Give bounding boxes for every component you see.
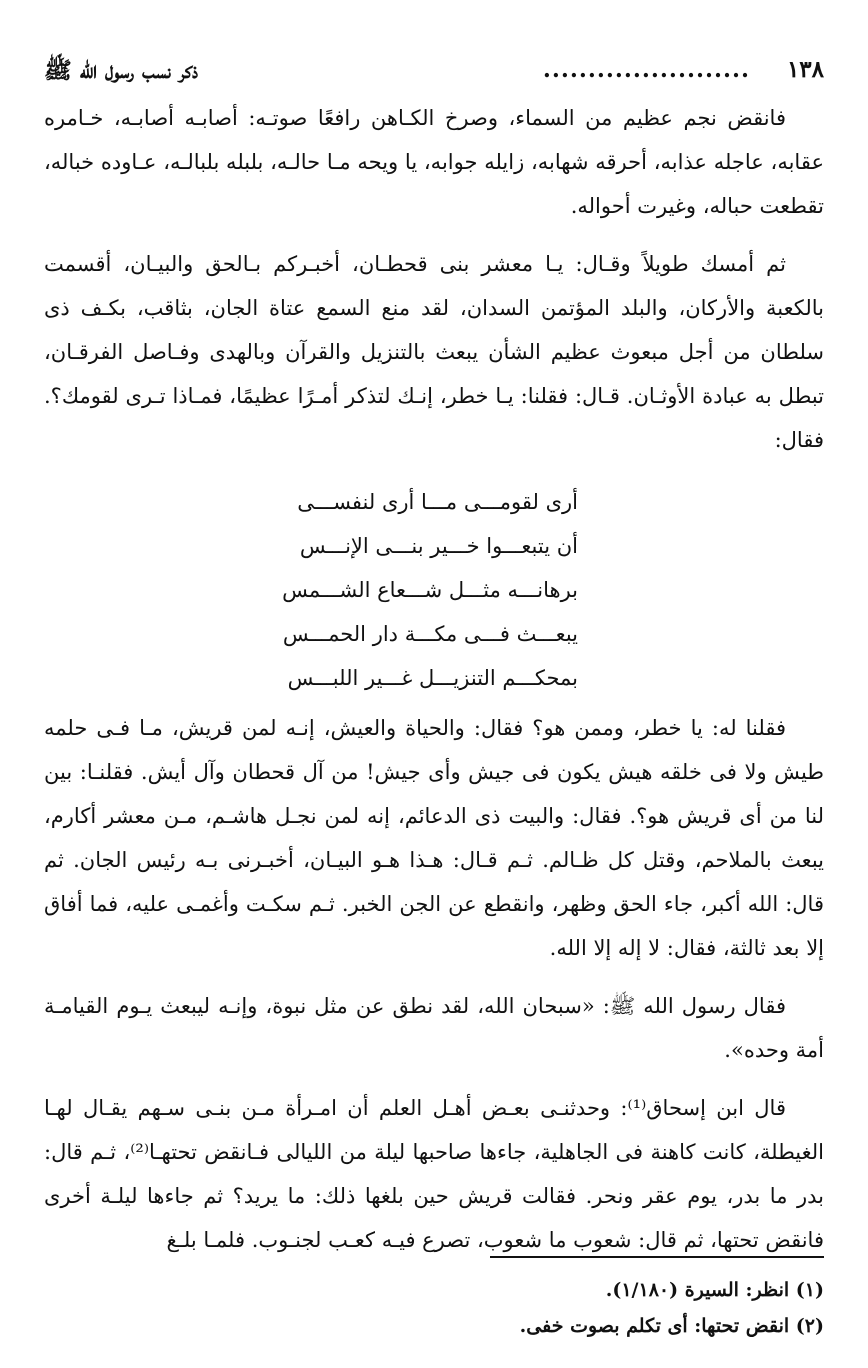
- paragraph-5: قال ابن إسحاق⁽¹⁾: وحدثنـى بعـض أهـل العلم أن امـرأة مـن بنـى سـهم يقـال لهـا الغيطلة، كانت كاهنة فى الجاهلية، جاءها صاحبها ليلة من الليالى فـانقض تحتهـا⁽²⁾، ثـم قال: بدر ما بدر، يوم عقر ونحر. فقالت قريش حين بلغها ذلك: ما يريد؟ ثم جاءها ليلـة أخرى فانقض تحتها، ثم قال: شعوب ما شعوب، تصرع فيـه كعـب لجنـوب. فلمـا بلـغ: [44, 1096, 825, 1252]
- header-dots: .......................: [542, 56, 750, 83]
- poem-line: بمحكـــم التنزيـــل غـــير اللبـــس: [287, 666, 578, 690]
- footnote-1: (١) انظر: السيرة (١/١٨٠).: [605, 1279, 824, 1301]
- poem-line: أرى لقومـــى مـــا أرى لنفســـى: [297, 490, 578, 514]
- page-header: [44, 56, 824, 96]
- paragraph-4: فقال رسول الله ﷺ: «سبحان الله، لقد نطق عن مثل نبوة، وإنـه ليبعث يـوم القيامـة أمة وحده».: [44, 994, 824, 1062]
- running-title: ذكر نسب رسول الله ﷺ: [44, 57, 199, 84]
- footnote-2: (٢) انقض تحتها: أى تكلم بصوت خفى.: [519, 1315, 824, 1337]
- poem-line: يبعـــث فـــى مكـــة دار الحمـــس: [282, 622, 578, 646]
- paragraph-1: فانقض نجم عظيم من السماء، وصرخ الكـاهن رافعًا صوتـه: أصابـه أصابـه، خـامره عقابه، عاجله عذابه، أحرقه شهابه، زايله جوابه، يا ويحه مـا حالـه، بلبله بلبالـه، عـاوده خباله، تقطعت حباله، وغيرت أحواله.: [44, 106, 824, 218]
- footnotes: [44, 1272, 824, 1344]
- footnote-divider: [490, 1256, 824, 1258]
- poem-line: برهانـــه مثـــل شـــعاع الشـــمس: [282, 578, 578, 602]
- poem: [44, 480, 824, 700]
- paragraph-3: فقلنا له: يا خطر، وممن هو؟ فقال: والحياة والعيش، إنـه لمن قريش، مـا فـى حلمه طيش ولا فى خلقه هيش يكون فى جيش وأى جيش! من آل قحطان وآل أيش. فقلنـا: بين لنا من أى قريش هو؟. فقال: والبيت ذى الدعائم، إنه لمن نجـل هاشـم، مـن معشر أكارم، يبعث بالملاحم، وقتل كل ظـالم. ثـم قـال: هـذا هـو البيـان، أخبـرنى بـه رئيس الجان. ثم قال: الله أكبر، جاء الحق وظهر، وانقطع عن الجن الخبر. ثـم سكـت وأغمـى عليه، فما أفاق إلا بعد ثالثة، فقال: لا إله إلا الله.: [44, 716, 824, 960]
- poem-line: أن يتبعـــوا خـــير بنـــى الإنـــس: [299, 534, 578, 558]
- paragraph-2: ثم أمسك طويلاً وقـال: يـا معشر بنى قحطـان، أخبـركم بـالحق والبيـان، أقسمت بالكعبة والأركان، والبلد المؤتمن السدان، لقد منع السمع عتاة الجان، بثاقب، بكـف ذى سلطان من أجل مبعوث عظيم الشأن يبعث بالتنزيل والقرآن وبالهدى وفـاصل الفرقـان، تبطل به عبادة الأوثـان. قـال: فقلنا: يـا خطر، إنـك لتذكر أمـرًا عظيمًا، فمـاذا تـرى لقومك؟. فقال:: [44, 252, 824, 452]
- page-number: ١٣٨: [786, 56, 824, 83]
- page-body: [44, 96, 824, 1262]
